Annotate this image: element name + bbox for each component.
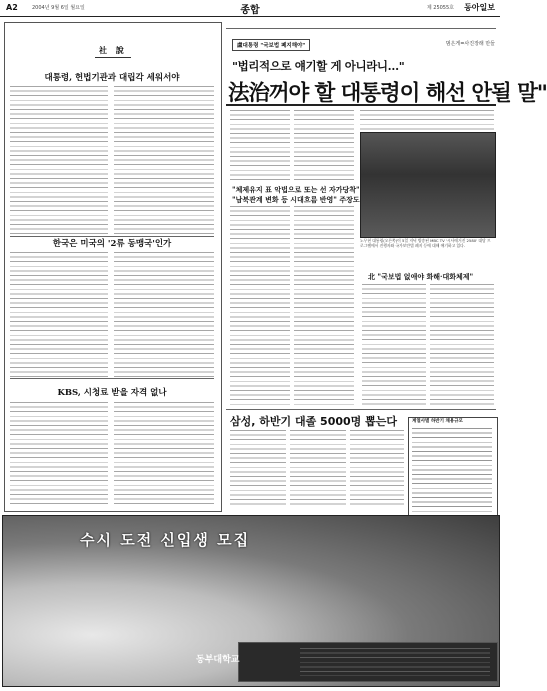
editorial-text-block (10, 86, 108, 234)
article-headline: 法治꺼야 할 대통령이 해선 안될 말" (228, 81, 547, 106)
page-number: A2 (6, 3, 18, 12)
article-subhead: "법리적으로 얘기할 게 아니라니…" (232, 59, 405, 73)
editorial-headline-1: 대통령, 헌법기관과 대립각 세워서야 (44, 73, 180, 83)
photo-caption: 노무현 대통령(오른쪽)이 5일 저녁 방송된 MBC TV '시사매거진 2580' 대담 프로그램에서 진행자와 국가보안법 폐지 등에 대해 얘기하고 있다. (360, 238, 491, 248)
editorial-text-block (114, 252, 214, 377)
article-text-block (362, 284, 426, 406)
article-text-block (230, 430, 286, 508)
article-text-block (294, 110, 354, 180)
photo-byline: 범은게=사진장래 만들 (445, 41, 495, 47)
editorial-label: 社 說 (95, 45, 131, 58)
ad-slogan: 수시 도전 신입생 모집 (80, 531, 251, 549)
editorial-text-block (114, 86, 214, 234)
editorial-headline-2: 한국은 미국의 '2류 동맹국'인가 (52, 239, 172, 249)
article-text-block (230, 206, 290, 406)
issue-date: 2004년 9월 6일 월요일 (32, 5, 85, 11)
section-title: 종합 (240, 5, 260, 16)
article-text-block (294, 206, 354, 406)
editorial-headline-3: KBS, 시청료 받을 자격 없나 (57, 388, 167, 398)
article-headline-samsung: 삼성, 하반기 대졸 5000명 뽑는다 (230, 415, 397, 428)
article-text-block (350, 430, 404, 508)
edition-number: 제 25055호 (426, 5, 454, 11)
editorial-text-block (10, 252, 108, 377)
table-title: 계열사별 하반기 채용규모 (412, 419, 463, 424)
news-photo (360, 132, 496, 238)
divider (226, 28, 496, 29)
article-text-block (360, 110, 494, 130)
article-text-block (230, 110, 290, 180)
article-text-block (290, 430, 346, 508)
divider (226, 409, 496, 410)
article-kicker: 盧대통령 "국보법 폐지해야" (232, 39, 310, 51)
table-rows (412, 428, 492, 514)
editorial-text-block (10, 402, 108, 506)
ad-fine-print (300, 648, 490, 676)
ad-brand: 동부대학교 (196, 655, 240, 665)
divider (226, 104, 496, 106)
divider (10, 378, 214, 379)
article-subhead-2: "체제유지 표 악법으로 또는 선 자가당착" (232, 185, 360, 194)
newspaper-logo: 동아일보 (464, 2, 495, 12)
editorial-text-block (114, 402, 214, 506)
sidebar-headline: 北 "국보법 없애야 화해·대화체제" (368, 272, 474, 281)
article-subhead-3: "남북관계 변화 등 시대흐름 반영" 주장도 (232, 195, 360, 204)
article-text-block (430, 284, 494, 406)
